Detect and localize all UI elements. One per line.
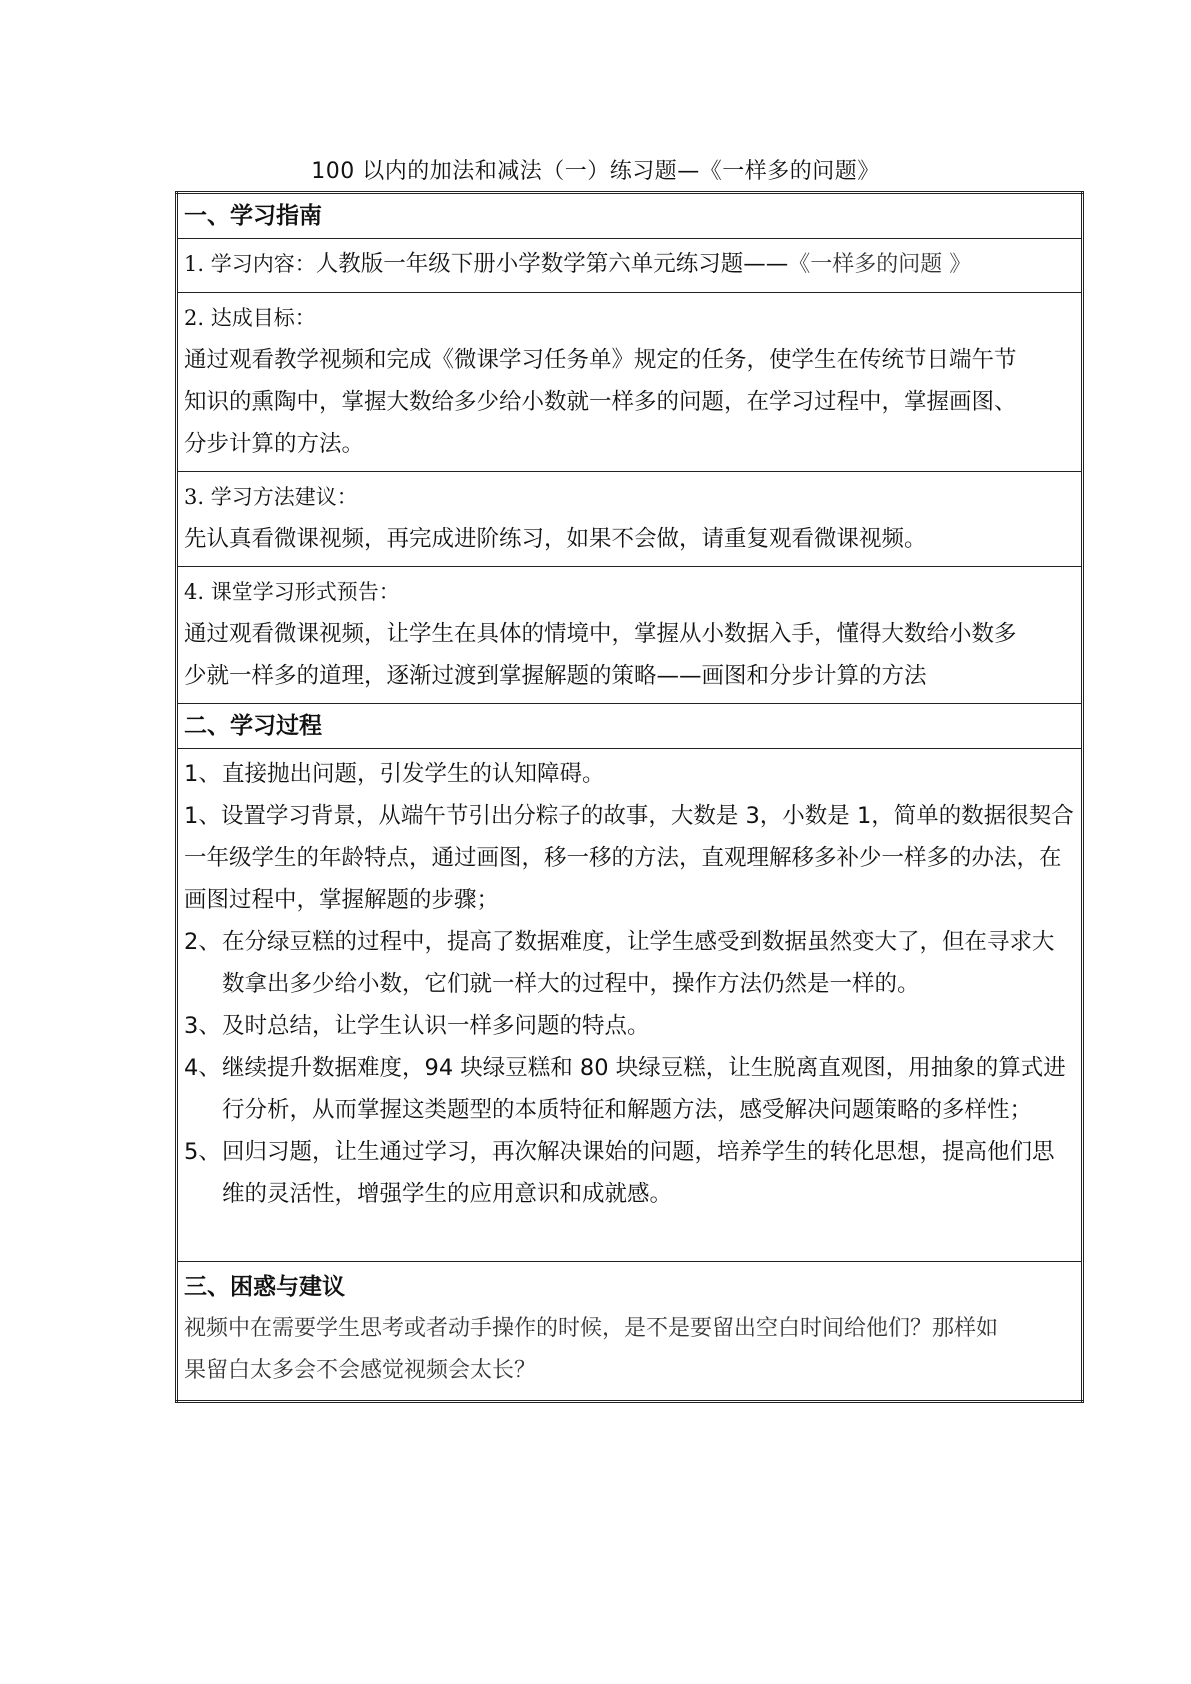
process-item-number: 4、 xyxy=(184,1055,221,1081)
goal-line: 知识的熏陶中，掌握大数给多少给小数就一样多的问题，在学习过程中，掌握画图、 xyxy=(184,389,1017,415)
process-item xyxy=(184,753,1075,795)
section3-cell xyxy=(177,1262,1083,1402)
section3-heading-row xyxy=(177,1262,1083,1402)
process-item xyxy=(184,921,1075,1005)
section1-heading-row xyxy=(177,193,1083,239)
section2-heading-row xyxy=(177,704,1083,749)
goal-row xyxy=(177,293,1083,472)
learning-content-cell xyxy=(177,239,1083,293)
section3-heading: 三、困惑与建议 xyxy=(184,1274,345,1300)
learning-content-title: 《一样多的问题 》 xyxy=(788,252,972,277)
process-item-number: 3、 xyxy=(184,1013,221,1039)
method-line: 先认真看微课视频，再完成进阶练习，如果不会做，请重复观看微课视频。 xyxy=(184,526,927,552)
process-item-text: 回归习题，让生通过学习，再次解决课始的问题，培养学生的转化思想，提高他们思维的灵活性，增强学生的应用意识和成就感。 xyxy=(222,1139,1055,1207)
goal-line: 分步计算的方法。 xyxy=(184,431,365,457)
learning-content-label: 1. 学习内容： xyxy=(184,252,316,276)
form-label: 4. 课堂学习形式预告： xyxy=(184,580,400,604)
process-item xyxy=(184,1047,1075,1131)
section2-heading: 二、学习过程 xyxy=(177,704,1083,749)
process-item-number: 1、 xyxy=(184,761,221,787)
form-row xyxy=(177,567,1083,704)
form-cell xyxy=(177,567,1083,704)
section1-heading: 一、学习指南 xyxy=(177,193,1083,239)
form-line: 少就一样多的道理，逐渐过渡到掌握解题的策略——画图和分步计算的方法 xyxy=(184,663,927,689)
method-label: 3. 学习方法建议： xyxy=(184,485,358,509)
process-item-number: 1、 xyxy=(184,803,221,829)
method-cell xyxy=(177,472,1083,567)
section3-line: 果留白太多会不会感觉视频会太长？ xyxy=(184,1358,537,1383)
process-item-number: 2、 xyxy=(184,929,221,955)
form-line: 通过观看微课视频，让学生在具体的情境中，掌握从小数据入手，懂得大数给小数多 xyxy=(184,621,1017,647)
process-item xyxy=(184,795,1075,921)
section3-line: 视频中在需要学生思考或者动手操作的时候，是不是要留出空白时间给他们？那样如 xyxy=(184,1316,999,1341)
process-item-text: 设置学习背景，从端午节引出分粽子的故事，大数是 3，小数是 1，简单的数据很契合一年级学生的年龄特点，通过画图，移一移的方法，直观理解移多补少一样多的办法，在画图过程中，掌握解题的步骤； xyxy=(184,803,1074,913)
process-item-number: 5、 xyxy=(184,1139,221,1165)
goal-cell xyxy=(177,293,1083,472)
worksheet-table xyxy=(175,191,1084,1403)
page-title: 100 以内的加法和减法（一）练习题—《一样多的问题》 xyxy=(311,159,880,184)
process-item-text: 继续提升数据难度，94 块绿豆糕和 80 块绿豆糕，让生脱离直观图，用抽象的算式进行分析，从而掌握这类题型的本质特征和解题方法，感受解决问题策略的多样性； xyxy=(222,1055,1066,1123)
process-item xyxy=(184,1131,1075,1215)
goal-label: 2. 达成目标： xyxy=(184,306,316,330)
process-cell xyxy=(177,749,1083,1262)
content-row xyxy=(177,239,1083,293)
process-item-text: 直接抛出问题，引发学生的认知障碍。 xyxy=(222,761,605,787)
process-row xyxy=(177,749,1083,1262)
method-row xyxy=(177,472,1083,567)
goal-line: 通过观看教学视频和完成《微课学习任务单》规定的任务，使学生在传统节日端午节 xyxy=(184,347,1017,373)
learning-content-text: 人教版一年级下册小学数学第六单元练习题—— xyxy=(315,251,789,277)
process-item-text: 在分绿豆糕的过程中，提高了数据难度，让学生感受到数据虽然变大了，但在寻求大数拿出多少给小数，它们就一样大的过程中，操作方法仍然是一样的。 xyxy=(222,929,1055,997)
process-item-text: 及时总结，让学生认识一样多问题的特点。 xyxy=(222,1013,650,1039)
process-item xyxy=(184,1005,1075,1047)
